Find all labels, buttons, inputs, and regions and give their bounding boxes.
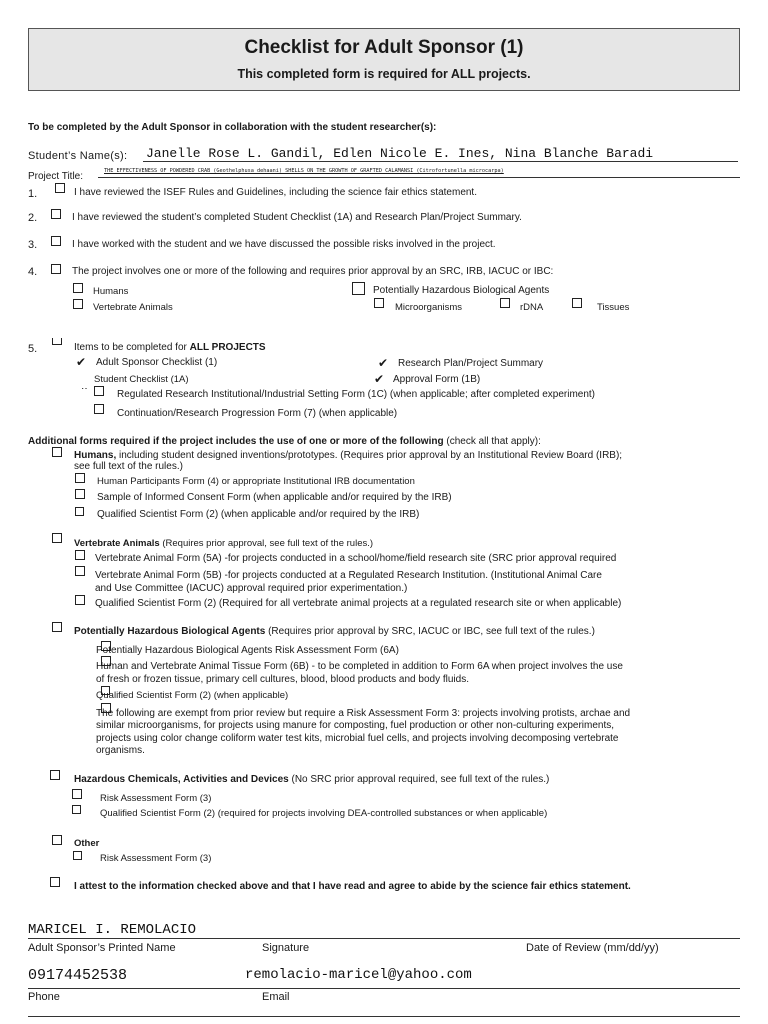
approval-form-label: Approval Form (1B) <box>393 374 481 385</box>
phba-exempt-line-3: projects using color change coliform water test kits, microbial fuel cells, and projects involving decomposing vertebrate <box>96 733 619 744</box>
vertebrate-checkbox[interactable] <box>52 533 62 543</box>
vertebrate-5b-form: Vertebrate Animal Form (5B) -for projects conducted at a Regulated Research Institution. (Institutional Animal Care <box>95 570 602 581</box>
adult-sponsor-checkmark: ✔ <box>76 355 87 369</box>
contact-row-line <box>28 988 740 989</box>
tissues-option-label: Tissues <box>597 302 630 313</box>
humans-option-checkbox[interactable] <box>73 283 83 293</box>
vertebrate-5a-checkbox[interactable] <box>75 550 85 560</box>
hazardous-qs-form: Qualified Scientist Form (2) (required for projects involving DEA-controlled substances or when applicable) <box>100 808 548 819</box>
phone-value[interactable]: 09174452538 <box>28 967 128 984</box>
intro-text: To be completed by the Adult Sponsor in collaboration with the student researcher(s): <box>28 122 437 133</box>
humans-heading-cont: see full text of the rules.) <box>74 461 183 472</box>
humans-heading: Humans, including student designed inventions/prototypes. (Requires prior approval by an Institutional Review Board (IRB); <box>74 450 623 461</box>
vertebrate-5b-checkbox[interactable] <box>75 566 85 576</box>
hazardous-heading: Hazardous Chemicals, Activities and Devices (No SRC prior approval required, see full text of the rules.) <box>74 774 550 785</box>
tissues-option-checkbox[interactable] <box>572 298 582 308</box>
phba-exempt-line-1: The following are exempt from prior review but require a Risk Assessment Form 3: projects involving protists, archae and <box>96 708 631 719</box>
phba-6b-form-cont: of fresh or frozen tissue, primary cell cultures, blood, blood products and body fluids. <box>96 674 469 685</box>
micro-option-label: Microorganisms <box>395 302 463 313</box>
sponsor-name-label: Adult Sponsor’s Printed Name <box>28 942 176 954</box>
vertebrate-qs-form: Qualified Scientist Form (2) (Required for all vertebrate animal projects at a regulated research site or when applicable) <box>95 598 622 609</box>
email-value[interactable]: remolacio-maricel@yahoo.com <box>245 967 472 983</box>
student-checklist-label: Student Checklist (1A) <box>94 374 189 385</box>
additional-forms-heading: Additional forms required if the project includes the use of one or more of the following (check all that apply): <box>28 436 541 447</box>
regulated-form-label: Regulated Research Institutional/Industrial Setting Form (1C) (when applicable; after completed experiment) <box>117 389 596 400</box>
item-5-number: 5. <box>28 343 38 355</box>
humans-checkbox[interactable] <box>52 447 62 457</box>
attest-statement: I attest to the information checked above and that I have read and agree to abide by the science fair ethics statement. <box>74 881 631 892</box>
bottom-line <box>28 1016 740 1017</box>
adult-sponsor-checklist-label: Adult Sponsor Checklist (1) <box>96 357 218 368</box>
item-4-checkbox[interactable] <box>51 264 61 274</box>
informed-consent-form: Sample of Informed Consent Form (when applicable and/or required by the IRB) <box>97 492 452 503</box>
human-participants-checkbox[interactable] <box>75 473 85 483</box>
hazardous-risk-checkbox[interactable] <box>72 789 82 799</box>
item-5-text: Items to be completed for ALL PROJECTS <box>74 342 266 353</box>
rdna-option-checkbox[interactable] <box>500 298 510 308</box>
item-4-text: The project involves one or more of the following and requires prior approval by an SRC, IRB, IACUC or IBC: <box>72 266 554 277</box>
item-4-number: 4. <box>28 266 38 278</box>
rdna-option-label: rDNA <box>520 302 544 313</box>
vertebrate-option-label: Vertebrate Animals <box>93 302 173 313</box>
continuation-form-label: Continuation/Research Progression Form (7) (when applicable) <box>117 408 398 419</box>
phba-exempt-line-4: organisms. <box>96 745 145 756</box>
other-risk-checkbox[interactable] <box>73 851 82 860</box>
informed-consent-checkbox[interactable] <box>75 489 85 499</box>
double-tick-mark: ‥ <box>81 381 88 392</box>
phba-6b-form: Human and Vertebrate Animal Tissue Form (6B) - to be completed in addition to Form 6A when project involves the use <box>96 661 623 672</box>
item-2-checkbox[interactable] <box>51 209 61 219</box>
item-3-checkbox[interactable] <box>51 236 61 246</box>
vertebrate-5b-form-cont: and Use Committee (IACUC) approval required prior experimentation.) <box>95 583 408 594</box>
research-plan-label: Research Plan/Project Summary <box>398 358 544 369</box>
project-title-value[interactable]: THE EFFECTIVENESS OF POWDERED CRAB (Geothelphusa dehaani) SHELLS ON THE GROWTH OF GRAFTED CALAMANSI (Citrofortunella microcarpa) <box>104 168 504 174</box>
form-title: Checklist for Adult Sponsor (1) <box>244 37 524 58</box>
phba-option-checkbox[interactable] <box>352 282 365 295</box>
research-plan-checkmark: ✔ <box>378 356 389 370</box>
signature-label: Signature <box>262 942 310 954</box>
item-1-number: 1. <box>28 188 38 200</box>
item-2-number: 2. <box>28 212 38 224</box>
phba-heading: Potentially Hazardous Biological Agents (Requires prior approval by SRC, IACUC or IBC, see full text of the rules.) <box>74 626 595 637</box>
hazardous-checkbox[interactable] <box>50 770 60 780</box>
item-1-text: I have reviewed the ISEF Rules and Guidelines, including the science fair ethics statement. <box>74 187 477 198</box>
humans-qs-checkbox[interactable] <box>75 507 84 516</box>
vertebrate-5a-form: Vertebrate Animal Form (5A) -for projects conducted in a school/home/field research site (SRC prior approval required <box>95 553 617 564</box>
other-heading: Other <box>74 838 100 849</box>
human-participants-form: Human Participants Form (4) or appropriate Institutional IRB documentation <box>97 476 415 487</box>
hazardous-qs-checkbox[interactable] <box>72 805 81 814</box>
student-names-underline <box>143 161 738 162</box>
sponsor-row-line <box>28 938 740 939</box>
item-1-checkbox[interactable] <box>55 183 65 193</box>
attest-checkbox[interactable] <box>50 877 60 887</box>
form-header <box>28 28 740 91</box>
item-3-number: 3. <box>28 239 38 251</box>
project-title-label: Project Title: <box>28 171 84 182</box>
approval-form-checkmark: ✔ <box>374 372 385 386</box>
date-of-review-label: Date of Review (mm/dd/yy) <box>526 942 659 954</box>
phba-exempt-line-2: similar microorganisms, for projects using manure for composting, fuel production or other non-culturing experiments, <box>96 720 615 731</box>
continuation-form-checkbox[interactable] <box>94 404 104 414</box>
project-title-underline <box>98 177 740 178</box>
form-subtitle: This completed form is required for ALL projects. <box>237 67 531 81</box>
phba-qs-form: Qualified Scientist Form (2) (when applicable) <box>96 690 289 701</box>
phba-checkbox[interactable] <box>52 622 62 632</box>
email-label: Email <box>262 991 290 1003</box>
item-2-text: I have reviewed the student’s completed Student Checklist (1A) and Research Plan/Project Summary. <box>72 212 522 223</box>
vertebrate-qs-checkbox[interactable] <box>75 595 85 605</box>
other-risk-form: Risk Assessment Form (3) <box>100 853 212 864</box>
regulated-form-checkbox[interactable] <box>94 386 104 396</box>
student-names-label: Student’s Name(s): <box>28 150 128 162</box>
vertebrate-heading: Vertebrate Animals (Requires prior approval, see full text of the rules.) <box>74 538 374 549</box>
hazardous-risk-form: Risk Assessment Form (3) <box>100 793 212 804</box>
phba-option-label: Potentially Hazardous Biological Agents <box>373 285 550 296</box>
humans-option-label: Humans <box>93 286 129 297</box>
micro-option-checkbox[interactable] <box>374 298 384 308</box>
item-5-checkbox[interactable] <box>52 338 62 345</box>
sponsor-name-value[interactable]: MARICEL I. REMOLACIO <box>28 922 197 938</box>
humans-qs-form: Qualified Scientist Form (2) (when applicable and/or required by the IRB) <box>97 509 420 520</box>
other-checkbox[interactable] <box>52 835 62 845</box>
phone-label: Phone <box>28 991 60 1003</box>
item-3-text: I have worked with the student and we have discussed the possible risks involved in the project. <box>72 239 496 250</box>
student-names-value[interactable]: Janelle Rose L. Gandil, Edlen Nicole E. Ines, Nina Blanche Baradi <box>146 146 654 161</box>
vertebrate-option-checkbox[interactable] <box>73 299 83 309</box>
phba-6a-form: Potentially Hazardous Biological Agents Risk Assessment Form (6A) <box>96 645 399 656</box>
